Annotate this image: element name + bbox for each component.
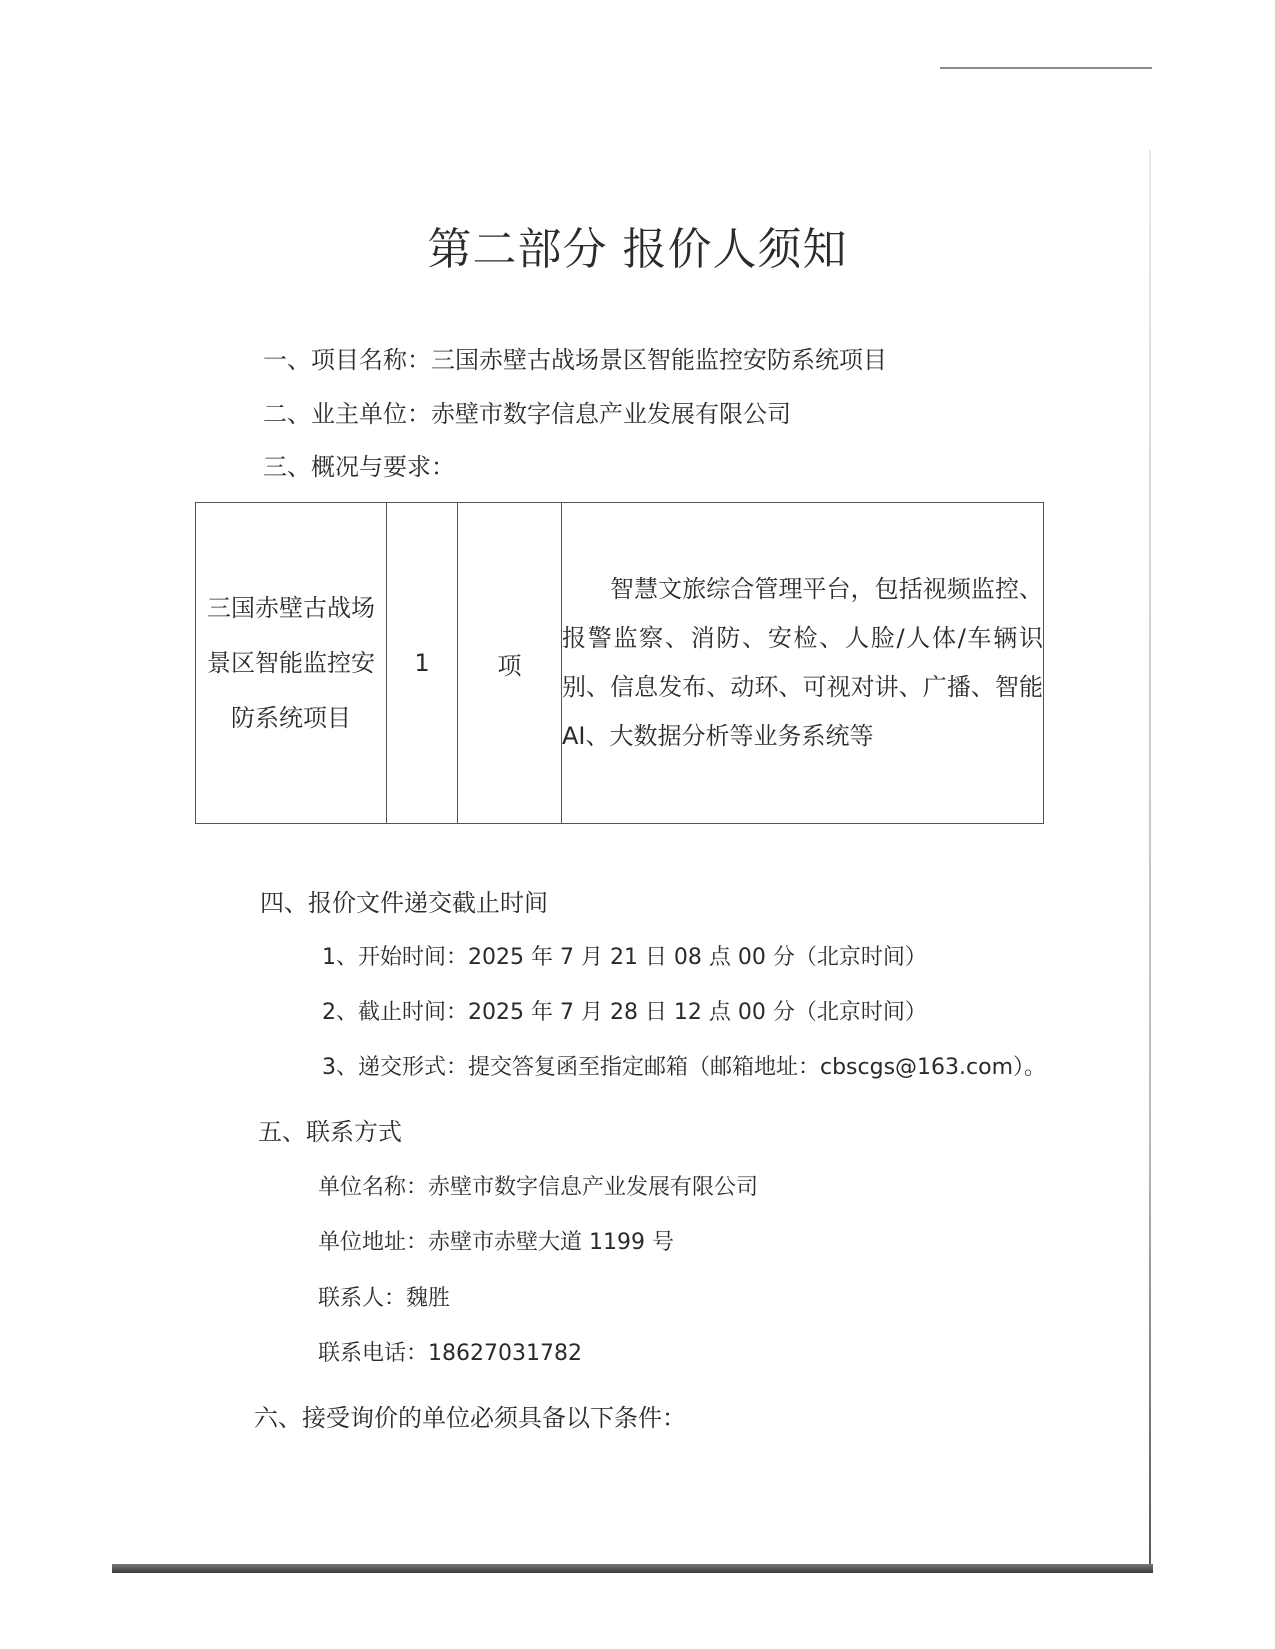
table-row <box>196 503 1044 824</box>
deadline-start-time: 1、开始时间：2025 年 7 月 21 日 08 点 00 分（北京时间） <box>322 945 927 970</box>
section-overview-heading: 三、概况与要求： <box>263 453 455 481</box>
contact-phone: 联系电话：18627031782 <box>318 1341 582 1366</box>
section-deadline-heading: 四、报价文件递交截止时间 <box>260 889 548 917</box>
contact-person: 联系人：魏胜 <box>318 1286 451 1311</box>
table-cell-project-name: 三国赤壁古战场景区智能监控安防系统项目 <box>196 503 387 824</box>
submission-method: 3、递交形式：提交答复函至指定邮箱（邮箱地址：cbscgs@163.com）。 <box>322 1055 1047 1080</box>
scan-right-edge-shadow <box>1149 150 1151 1570</box>
section-project-name: 一、项目名称：三国赤壁古战场景区智能监控安防系统项目 <box>263 346 887 374</box>
contact-unit-address: 单位地址：赤壁市赤壁大道 1199 号 <box>318 1230 674 1255</box>
section-contact-heading: 五、联系方式 <box>258 1118 402 1146</box>
requirements-table <box>195 502 1044 824</box>
table-cell-quantity: 1 <box>387 503 458 824</box>
section-conditions-heading: 六、接受询价的单位必须具备以下条件： <box>254 1404 686 1432</box>
scan-bottom-edge-shadow <box>112 1564 1153 1573</box>
scan-top-edge-line <box>940 67 1152 69</box>
section-owner-unit: 二、业主单位：赤壁市数字信息产业发展有限公司 <box>263 400 791 428</box>
document-title: 第二部分 报价人须知 <box>427 224 848 275</box>
table-cell-unit: 项 <box>458 503 562 824</box>
table-cell-description: 智慧文旅综合管理平台，包括视频监控、报警监察、消防、安检、人脸/人体/车辆识别、信息发布、动环、可视对讲、广播、智能 AI、大数据分析等业务系统等 <box>562 503 1044 824</box>
deadline-end-time: 2、截止时间：2025 年 7 月 28 日 12 点 00 分（北京时间） <box>322 1000 927 1025</box>
contact-unit-name: 单位名称：赤壁市数字信息产业发展有限公司 <box>318 1175 759 1200</box>
